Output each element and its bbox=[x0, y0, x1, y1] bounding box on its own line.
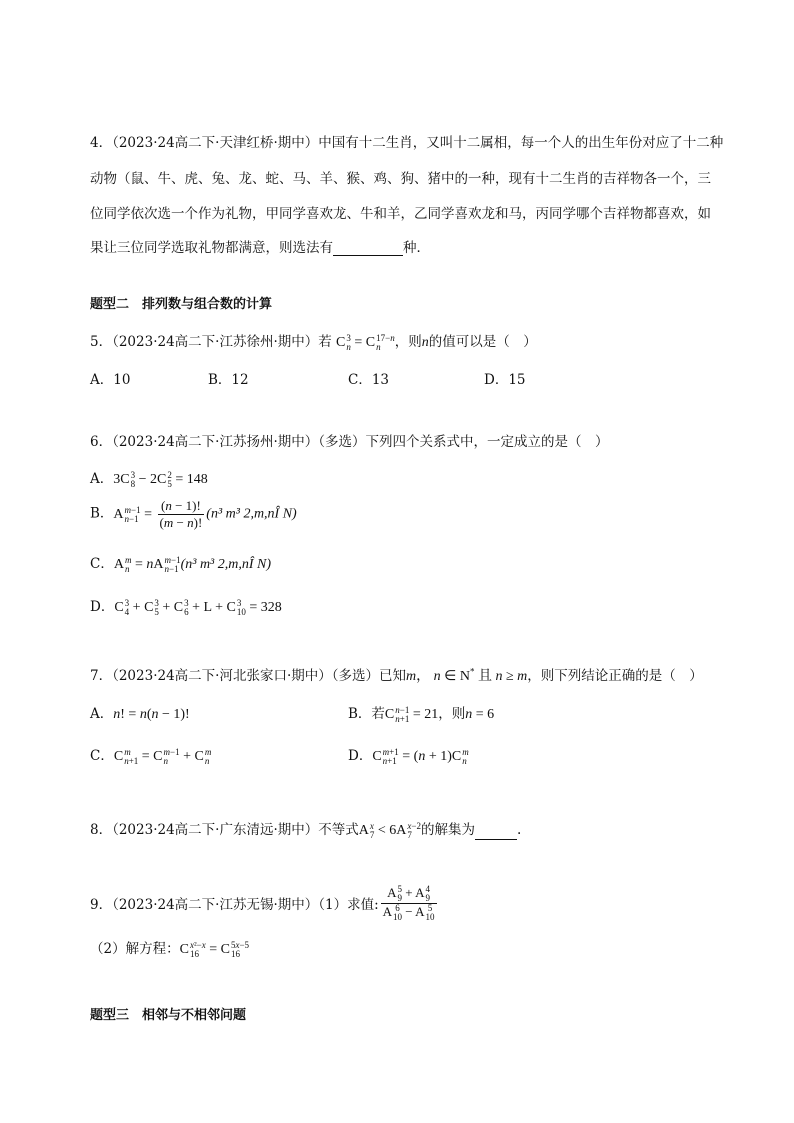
answer-blank[interactable] bbox=[475, 825, 517, 840]
section-heading-2: 题型二 排列数与组合数的计算 bbox=[90, 297, 273, 312]
q6-d-expr: C 3 4 + C 3 5 + C 3 6 + L + C 3 10 = 328 bbox=[114, 597, 282, 617]
q7-b-pre: B．若 bbox=[348, 706, 385, 722]
q7-c-label: C． bbox=[90, 748, 114, 764]
q7-stem bbox=[90, 664, 703, 685]
q6-d-label: D． bbox=[90, 599, 115, 615]
q5-option-b[interactable]: B．12 bbox=[208, 372, 249, 388]
q5-option-d[interactable]: D．15 bbox=[484, 372, 526, 388]
q6-c-label: C． bbox=[90, 556, 114, 572]
q6-a-label: A． bbox=[90, 471, 114, 487]
q6-option-d[interactable] bbox=[90, 595, 282, 617]
section-heading-3: 题型三 相邻与不相邻问题 bbox=[90, 1008, 247, 1023]
q6-b-expr: A m−1 n−1 = $\frac{(n - 1)!}{(m - n)!}$ bbox=[113, 498, 203, 530]
q6-b-label: B． bbox=[90, 505, 114, 522]
q5-option-a[interactable]: A．10 bbox=[90, 372, 131, 388]
q8-prefix: 8．（2023·24高二下·广东清远·期中）不等式 bbox=[90, 822, 359, 838]
q4-line4 bbox=[90, 236, 430, 256]
q5-equation: C 3 n = C 17−n n bbox=[336, 332, 395, 352]
q7-stem-pre: 7．（2023·24高二下·河北张家口·期中）（多选）已知 bbox=[90, 668, 406, 684]
q5-suffix: 的值可以是（ ） bbox=[428, 334, 537, 350]
q6-option-c[interactable] bbox=[90, 552, 271, 574]
q7-b-post: ，则 bbox=[438, 706, 466, 722]
q9-part1 bbox=[90, 885, 439, 922]
q7-option-d[interactable] bbox=[348, 744, 469, 766]
q7-option-b[interactable] bbox=[348, 702, 494, 724]
q9-part2 bbox=[90, 937, 249, 959]
q6-a-expr: 3C 3 8 − 2C 2 5 = 148 bbox=[113, 469, 208, 489]
q4-line1: 4．（2023·24高二下·天津红桥·期中）中国有十二生肖，又叫十二属相，每一个人的出生年份对应了十二种 bbox=[90, 135, 724, 151]
q7-stem-post: ，则下列结论正确的是（ ） bbox=[527, 668, 703, 684]
q4-line4-post: 种． bbox=[403, 240, 430, 256]
q6-option-a[interactable] bbox=[90, 467, 208, 489]
q6-stem: 6．（2023·24高二下·江苏扬州·期中）（多选）下列四个关系式中，一定成立的是（ ） bbox=[90, 434, 609, 450]
q7-d-label: D． bbox=[348, 748, 373, 764]
q5-mid: ，则 bbox=[394, 334, 422, 350]
q7-option-a[interactable] bbox=[90, 702, 190, 723]
q6-b-cond: (n³ m³ 2,m,nÎ N) bbox=[206, 506, 297, 522]
q7-condition: m， n ∈ N* 且 n ≥ m bbox=[406, 666, 528, 684]
q5-var-n: n bbox=[421, 335, 429, 350]
q4-line2: 动物（鼠、牛、虎、兔、龙、蛇、马、羊、猴、鸡、狗、猪中的一种，现有十二生肖的吉祥物各一个，三 bbox=[90, 171, 711, 187]
q7-option-c[interactable] bbox=[90, 744, 211, 766]
answer-blank[interactable] bbox=[333, 241, 403, 256]
q9-equation: C x²−x 16 = C 5x−5 16 bbox=[179, 939, 250, 959]
q9-fraction: A 5 9 + A 4 9 A 6 10 − A 5 10 bbox=[382, 884, 435, 923]
q7-b-expr: C n−1 n+1 = 21 bbox=[384, 704, 439, 724]
q4-line4-pre: 果让三位同学选取礼物都满意，则选法有 bbox=[90, 240, 333, 256]
q6-c-cond: (n³ m³ 2,m,nÎ N) bbox=[180, 557, 272, 572]
q5-prefix: 5．（2023·24高二下·江苏徐州·期中）若 bbox=[90, 334, 332, 350]
q4-line3: 位同学依次选一个作为礼物，甲同学喜欢龙、牛和羊，乙同学喜欢龙和马，丙同学哪个吉祥物都喜欢，如 bbox=[90, 206, 711, 222]
q8-inequality: A x 7 < 6A x−2 7 bbox=[358, 820, 421, 840]
q7-c-expr: C m n+1 = C m−1 n + C m n bbox=[113, 746, 212, 766]
q8-suffix: 的解集为 bbox=[420, 822, 475, 838]
q5-option-c[interactable]: C．13 bbox=[348, 372, 390, 388]
q6-c-expr: A m n = nA m−1 n−1 bbox=[113, 554, 181, 574]
q7-a-label: A． bbox=[90, 706, 114, 722]
q6-option-b[interactable] bbox=[90, 498, 297, 531]
q9-line1: 9．（2023·24高二下·江苏无锡·期中）（1）求值: bbox=[90, 897, 379, 914]
q5-stem bbox=[90, 330, 537, 352]
q9-line2: （2）解方程： bbox=[90, 941, 180, 957]
q7-d-expr: C m+1 n+1 = (n + 1)C m n bbox=[372, 746, 469, 766]
q8-stem: 8．（2023·24高二下·广东清远·期中）不等式A x 7 < 6A x−2 7 的解集为 . bbox=[90, 820, 522, 840]
q7-a-expr: n! = n(n − 1)! bbox=[113, 707, 190, 722]
q7-b-result: n = 6 bbox=[465, 707, 495, 722]
